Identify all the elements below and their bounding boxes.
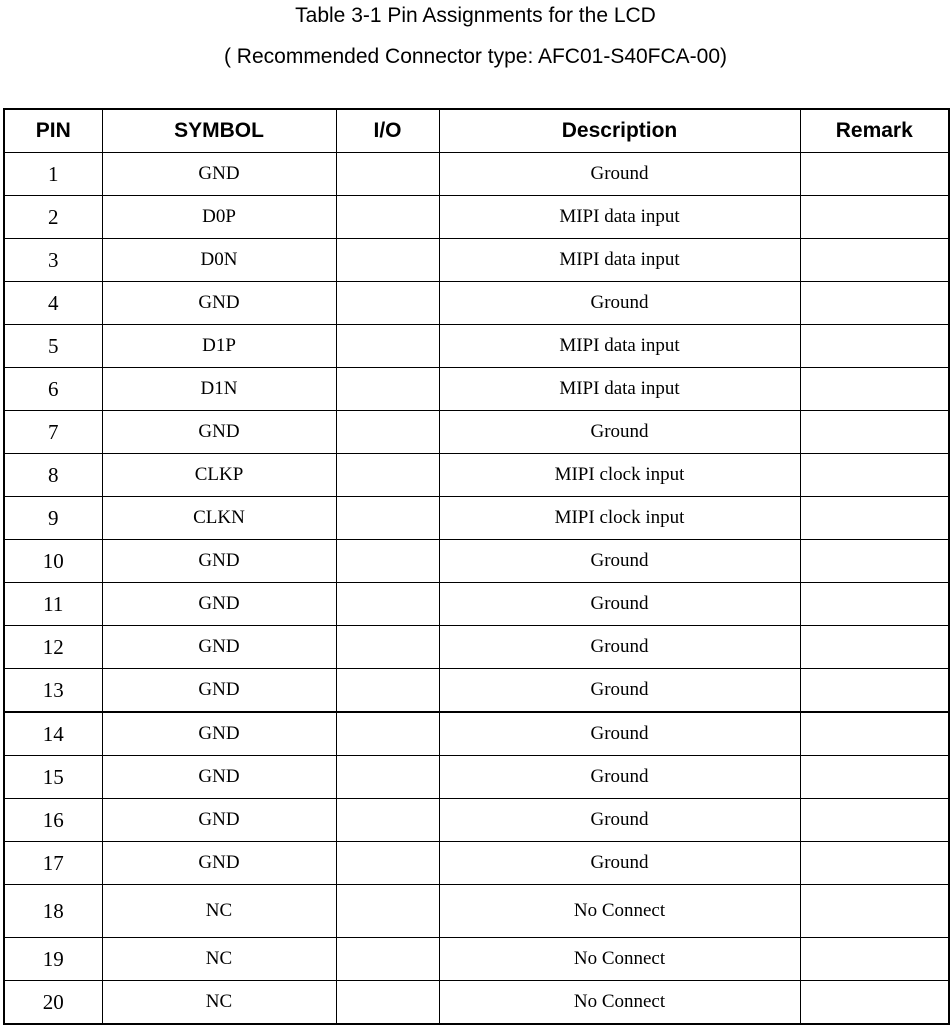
description-cell: Ground (439, 842, 800, 885)
io-cell (336, 626, 439, 669)
remark-cell (800, 669, 949, 713)
io-cell (336, 454, 439, 497)
symbol-cell: NC (102, 885, 336, 938)
connector-subtitle: ( Recommended Connector type: AFC01-S40FCA-00) (223, 45, 728, 68)
table-row (4, 454, 949, 497)
table-row (4, 497, 949, 540)
pin-cell: 13 (4, 669, 102, 713)
description-cell: MIPI data input (439, 196, 800, 239)
io-cell (336, 669, 439, 713)
symbol-cell: GND (102, 583, 336, 626)
io-cell (336, 497, 439, 540)
symbol-cell: D0N (102, 239, 336, 282)
remark-cell (800, 712, 949, 756)
pin-cell: 6 (4, 368, 102, 411)
table-row (4, 583, 949, 626)
symbol-cell: GND (102, 540, 336, 583)
io-cell (336, 325, 439, 368)
description-cell: No Connect (439, 981, 800, 1025)
table-row (4, 756, 949, 799)
description-cell: Ground (439, 583, 800, 626)
description-cell: MIPI data input (439, 325, 800, 368)
description-cell: Ground (439, 799, 800, 842)
table-row (4, 885, 949, 938)
pin-cell: 12 (4, 626, 102, 669)
symbol-cell: NC (102, 938, 336, 981)
remark-cell (800, 756, 949, 799)
description-cell: No Connect (439, 885, 800, 938)
header-symbol: SYMBOL (102, 109, 336, 153)
remark-cell (800, 799, 949, 842)
pin-cell: 19 (4, 938, 102, 981)
table-row (4, 153, 949, 196)
table-row (4, 325, 949, 368)
header-io: I/O (336, 109, 439, 153)
table-row (4, 981, 949, 1025)
io-cell (336, 411, 439, 454)
symbol-cell: GND (102, 712, 336, 756)
symbol-cell: GND (102, 282, 336, 325)
table-row (4, 411, 949, 454)
remark-cell (800, 540, 949, 583)
table-row (4, 540, 949, 583)
description-cell: Ground (439, 669, 800, 713)
table-row (4, 669, 949, 713)
io-cell (336, 799, 439, 842)
pin-cell: 18 (4, 885, 102, 938)
io-cell (336, 712, 439, 756)
io-cell (336, 239, 439, 282)
remark-cell (800, 153, 949, 196)
remark-cell (800, 411, 949, 454)
description-cell: MIPI data input (439, 368, 800, 411)
io-cell (336, 842, 439, 885)
table-row (4, 626, 949, 669)
description-cell: Ground (439, 626, 800, 669)
description-cell: Ground (439, 411, 800, 454)
description-cell: Ground (439, 756, 800, 799)
table-row (4, 282, 949, 325)
pin-cell: 15 (4, 756, 102, 799)
symbol-cell: D0P (102, 196, 336, 239)
table-row (4, 196, 949, 239)
header-pin: PIN (4, 109, 102, 153)
description-cell: Ground (439, 153, 800, 196)
io-cell (336, 540, 439, 583)
remark-cell (800, 282, 949, 325)
table-row (4, 842, 949, 885)
description-cell: Ground (439, 712, 800, 756)
io-cell (336, 196, 439, 239)
remark-cell (800, 196, 949, 239)
table-title: Table 3-1 Pin Assignments for the LCD (295, 4, 656, 27)
io-cell (336, 756, 439, 799)
symbol-cell: GND (102, 411, 336, 454)
io-cell (336, 938, 439, 981)
pin-cell: 11 (4, 583, 102, 626)
symbol-cell: GND (102, 842, 336, 885)
pin-cell: 8 (4, 454, 102, 497)
symbol-cell: GND (102, 799, 336, 842)
pin-cell: 16 (4, 799, 102, 842)
pin-cell: 10 (4, 540, 102, 583)
table-row (4, 368, 949, 411)
remark-cell (800, 368, 949, 411)
header-description: Description (439, 109, 800, 153)
table-row (4, 239, 949, 282)
pin-cell: 4 (4, 282, 102, 325)
description-cell: Ground (439, 540, 800, 583)
table-row (4, 799, 949, 842)
pin-cell: 17 (4, 842, 102, 885)
symbol-cell: CLKN (102, 497, 336, 540)
pin-cell: 1 (4, 153, 102, 196)
remark-cell (800, 239, 949, 282)
description-cell: MIPI data input (439, 239, 800, 282)
pin-assignment-table (3, 108, 950, 1025)
description-cell: No Connect (439, 938, 800, 981)
description-cell: MIPI clock input (439, 454, 800, 497)
symbol-cell: CLKP (102, 454, 336, 497)
remark-cell (800, 981, 949, 1025)
symbol-cell: NC (102, 981, 336, 1025)
pin-cell: 3 (4, 239, 102, 282)
io-cell (336, 368, 439, 411)
symbol-cell: GND (102, 626, 336, 669)
table-row (4, 938, 949, 981)
symbol-cell: GND (102, 669, 336, 713)
remark-cell (800, 842, 949, 885)
io-cell (336, 885, 439, 938)
remark-cell (800, 583, 949, 626)
remark-cell (800, 938, 949, 981)
remark-cell (800, 885, 949, 938)
description-cell: Ground (439, 282, 800, 325)
description-cell: MIPI clock input (439, 497, 800, 540)
remark-cell (800, 626, 949, 669)
symbol-cell: D1P (102, 325, 336, 368)
header-remark: Remark (800, 109, 949, 153)
remark-cell (800, 325, 949, 368)
io-cell (336, 282, 439, 325)
table-header-row (4, 109, 949, 153)
symbol-cell: GND (102, 756, 336, 799)
pin-cell: 9 (4, 497, 102, 540)
io-cell (336, 153, 439, 196)
pin-cell: 14 (4, 712, 102, 756)
remark-cell (800, 454, 949, 497)
table-row (4, 712, 949, 756)
pin-cell: 5 (4, 325, 102, 368)
io-cell (336, 981, 439, 1025)
pin-cell: 7 (4, 411, 102, 454)
io-cell (336, 583, 439, 626)
pin-cell: 2 (4, 196, 102, 239)
pin-cell: 20 (4, 981, 102, 1025)
symbol-cell: GND (102, 153, 336, 196)
symbol-cell: D1N (102, 368, 336, 411)
remark-cell (800, 497, 949, 540)
